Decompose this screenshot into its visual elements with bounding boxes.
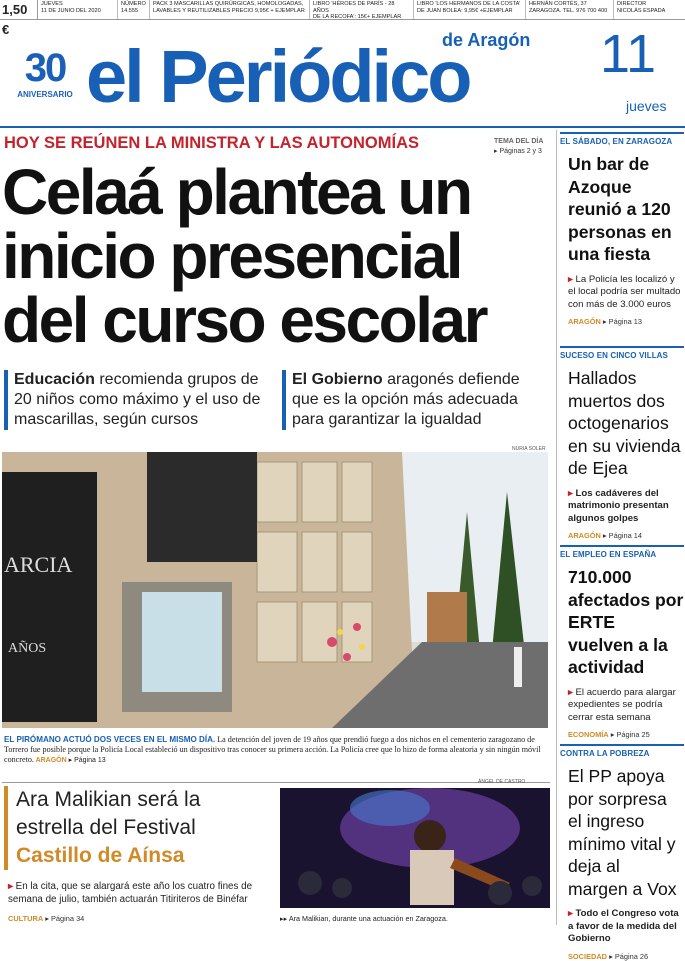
sign-text-2: AÑOS xyxy=(8,641,47,656)
date-cell: JUEVES 11 DE JUNIO DEL 2020 xyxy=(38,0,118,19)
top-info-strip xyxy=(0,0,685,37)
address-cell: HERNÁN CORTÉS, 37 ZARAGOZA. TEL. 976 700 400 xyxy=(526,0,614,19)
masthead xyxy=(0,20,685,128)
concert-photo xyxy=(280,788,550,908)
tema-del-dia: TEMA DEL DÍA ▸ Páginas 2 y 3 xyxy=(494,138,544,155)
arrow-icon: ▸ xyxy=(8,881,13,892)
price: 1,50 € xyxy=(0,0,38,19)
main-headline[interactable]: Celaá plantea un inicio presencial del curso escolar xyxy=(2,156,486,356)
side-summary: ▸ La Policía les localizó y el local podría ser multado con más de 3.000 euros xyxy=(568,273,681,310)
subhead-government: El Gobierno aragonés defiende que es la opción más adecuada para garantizar la igualdad xyxy=(282,370,550,430)
malikian-summary: ▸ En la cita, que se alargará este año los cuatro fines de semana de julio, también actuarán Titiriteros de Binéfar xyxy=(8,881,253,905)
sidebar-rule xyxy=(556,130,557,925)
photo-caption: EL PIRÓMANO ACTUÓ DOS VECES EN EL MISMO DÍA. La detención del joven de 19 años que prendió fuego a dos nichos en el cementerio zaragozano de Torrero fue posible porque la Policía Local estableció un dispositivo tras conocer su primera acción. La Policía cree que lo hizo de forma aleatoria y sin ningún móvil concreto. ARAGÓN ▸ Página 13 xyxy=(4,735,541,764)
side-story-erte[interactable] xyxy=(560,545,684,739)
malikian-title: Ara Malikian será la estrella del Festival Castillo de Aínsa xyxy=(16,788,201,867)
director-cell: DIRECTOR NICOLÁS ESPADA xyxy=(617,1,666,14)
anniversary-badge: 30 ANIVERSARIO xyxy=(17,46,73,99)
concert-photo-credit: ÁNGEL DE CASTRO xyxy=(478,779,526,785)
side-headline: Hallados muertos dos octogenarios en su vivienda de Ejea xyxy=(568,368,681,478)
side-headline: 710.000 afectados por ERTE vuelven a la actividad xyxy=(568,567,684,677)
side-label: EL SÁBADO, EN ZARAGOZA xyxy=(560,132,684,146)
cemetery-photo xyxy=(2,452,548,728)
side-headline: El PP apoya por sorpresa el ingreso mínimo vital y deja al margen a Vox xyxy=(568,766,677,899)
subhead-education: Educación recomienda grupos de 20 niños como máximo y el uso de mascarillas, según cursos xyxy=(4,370,274,430)
promo-book1-cell: LIBRO 'HÉROES DE PARÍS - 28 AÑOS DE LA RECOFA': 15€+ EJEMPLAR xyxy=(310,0,414,19)
newspaper-logo: el Periódico xyxy=(86,35,470,118)
side-ref: SOCIEDAD ▸ Página 26 xyxy=(568,951,649,961)
side-story-ingreso[interactable] xyxy=(560,744,684,961)
side-headline: Un bar de Azoque reunió a 120 personas en una fiesta xyxy=(568,154,672,264)
concert-caption: ▸▸ Ara Malikian, durante una actuación en Zaragoza. xyxy=(280,914,448,923)
promo-masks-cell: PACK 3 MASCARILLAS QUIRÚRGICAS, HOMOLOGADAS, LAVABLES Y REUTILIZABLES PRECIO 9,95€ + EJEMPLAR xyxy=(150,0,310,19)
side-summary: ▸ El acuerdo para alargar expedientes se podría cerrar esta semana xyxy=(568,686,676,723)
malikian-section-ref: CULTURA ▸ Página 34 xyxy=(8,914,85,923)
newspaper-logo-sub: de Aragón xyxy=(442,30,531,50)
masthead-rule xyxy=(0,126,685,128)
side-summary: ▸ Los cadáveres del matrimonio presentan algunos golpes xyxy=(568,487,669,524)
side-ref: ARAGÓN ▸ Página 13 xyxy=(568,317,642,326)
date-number: 11 xyxy=(600,24,657,84)
malikian-story[interactable] xyxy=(4,786,272,870)
photo-credit: NURIA SOLER xyxy=(512,446,546,452)
promo-rule xyxy=(2,782,550,783)
main-kicker: HOY SE REÚNEN LA MINISTRA Y LAS AUTONOMÍAS xyxy=(4,134,419,152)
date-weekday: jueves xyxy=(626,98,667,114)
side-label: EL EMPLEO EN ESPAÑA xyxy=(560,545,684,559)
side-story-ejea[interactable] xyxy=(560,346,684,540)
side-label: SUCESO EN CINCO VILLAS xyxy=(560,346,684,360)
side-story-bar[interactable] xyxy=(560,132,684,326)
sign-text-1: ARCIA xyxy=(4,552,73,577)
issue-number-cell: NÚMERO 14.555 xyxy=(118,0,150,19)
side-ref: ARAGÓN ▸ Página 14 xyxy=(568,531,642,540)
side-label: CONTRA LA POBREZA xyxy=(560,744,684,758)
promo-book2-cell: LIBRO 'LOS HERMANOS DE LA COSTA' DE JUAN BOLEA: 9,95€ +EJEMPLAR xyxy=(414,0,526,19)
side-summary: ▸ Todo el Congreso vota a favor de la medida del Gobierno xyxy=(568,908,679,944)
side-ref: ECONOMÍA ▸ Página 25 xyxy=(568,730,650,739)
